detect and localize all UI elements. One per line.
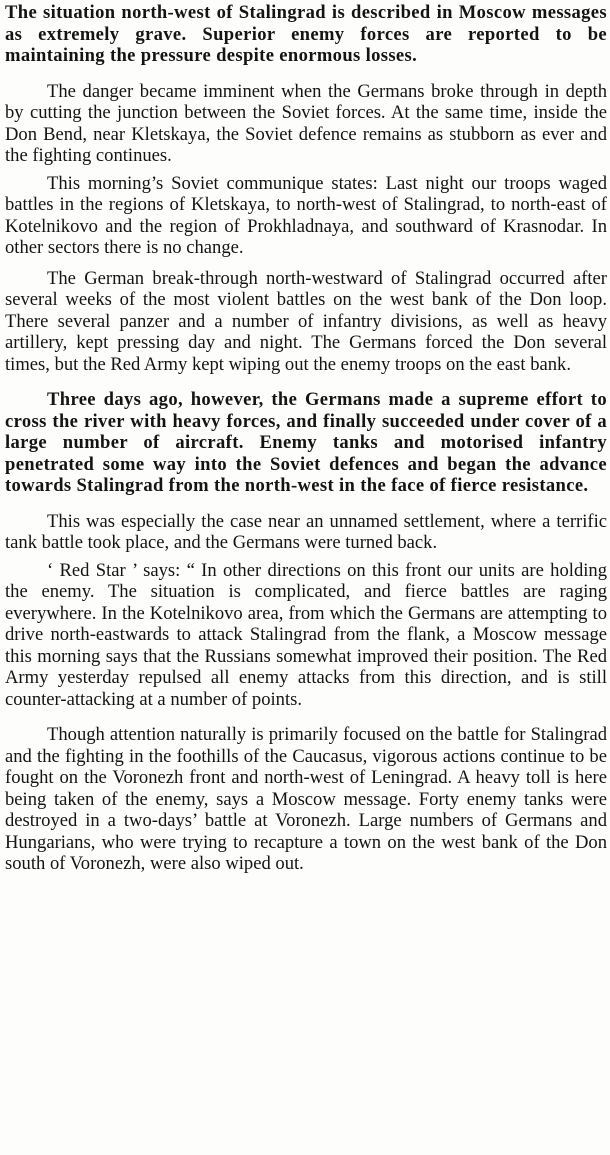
body-paragraph-settlement: This was especially the case near an unnamed settlement, where a terrific tank battle took place, and the Germans were turned back. — [5, 510, 607, 553]
bold-paragraph-crossing: Three days ago, however, the Germans made a supreme effort to cross the river with heavy forces, and finally succeeded under cover of a large number of aircraft. Enemy tanks and motorised infantry penetrated some way into the Soviet defences and began the advance towards Stalingrad from the north-west in the face of fierce resistance. — [5, 389, 607, 496]
body-paragraph-voronezh: Though attention naturally is primarily focused on the battle for Stalingrad and the fighting in the foothills of the Caucasus, vigorous actions continue to be fought on the Voronezh front and north-west of Leningrad. A heavy toll is here being taken of the enemy, says a Moscow message. Forty enemy tanks were destroyed in a two-days’ battle at Voronezh. Large numbers of Germans and Hungarians, who were trying to recapture a town on the west bank of the Don south of Voronezh, were also wiped out. — [5, 724, 607, 874]
body-paragraph-danger: The danger became imminent when the Germans broke through in depth by cutting the junction between the Soviet forces. At the same time, inside the Don Bend, near Kletskaya, the Soviet defence remains as stubborn as ever and the fighting continues. — [5, 80, 607, 166]
body-paragraph-red-star: ‘ Red Star ’ says: “ In other directions on this front our units are holding the enemy. The situation is complicated, and fierce battles are raging everywhere. In the Kotelnikovo area, from which the Germans are attempting to drive north-eastwards to attack Stalingrad from the flank, a Moscow message this morning says that the Russians somewhat improved their position. The Red Army yesterday repulsed all enemy attacks from this direction, and is still counter-attacking at a number of points. — [5, 559, 607, 710]
lead-paragraph: The situation north-west of Stalingrad is described in Moscow messages as extremely grave. Superior enemy forces are reported to be maintaining the pressure despite enormous losses. — [5, 2, 607, 66]
body-paragraph-breakthrough: The German break-through north-westward of Stalingrad occurred after several weeks of the most violent battles on the west bank of the Don loop. There several panzer and a number of infantry divisions, as well as heavy artillery, kept pressing day and night. The Germans forced the Don several times, but the Red Army kept wiping out the enemy troops on the east bank. — [5, 267, 607, 375]
body-paragraph-communique: This morning’s Soviet communique states: Last night our troops waged battles in the regions of Kletskaya, to north-west of Stalingrad, to north-east of Kotelnikovo and the region of Prokhladnaya, and southward of Krasnodar. In other sectors there is no change. — [5, 172, 607, 258]
